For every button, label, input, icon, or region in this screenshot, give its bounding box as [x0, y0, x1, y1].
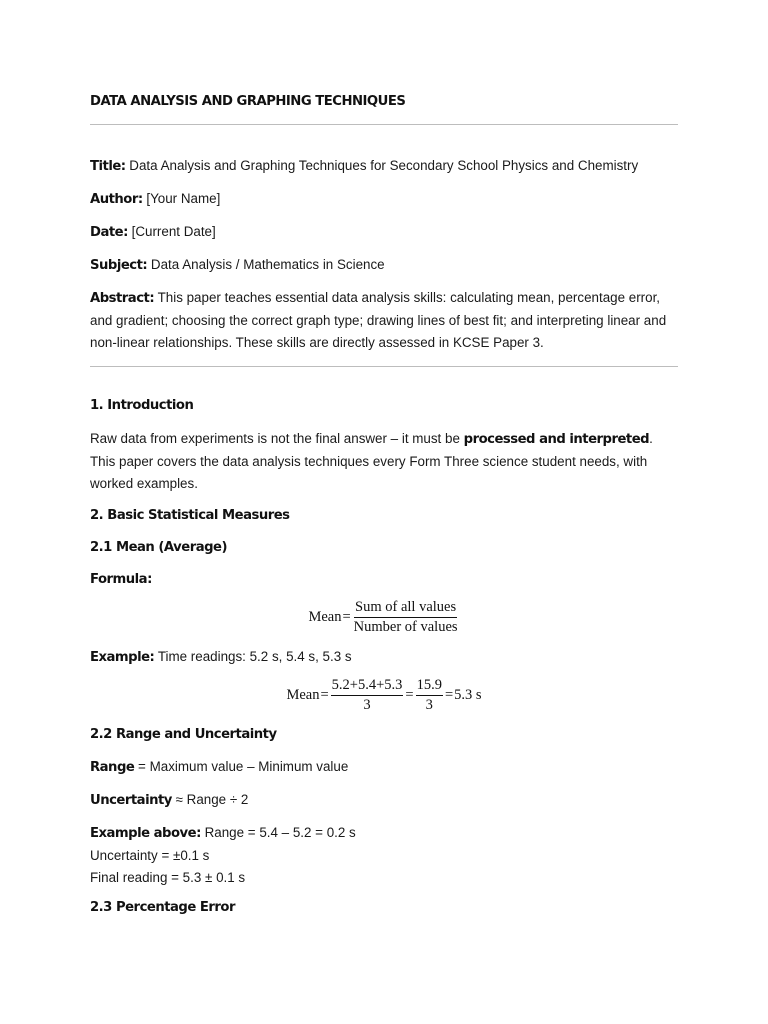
subsection-range-heading: 2.2 Range and Uncertainty	[90, 727, 277, 742]
document-title: DATA ANALYSIS AND GRAPHING TECHNIQUES	[90, 94, 406, 109]
final-reading-line: Final reading = 5.3 ± 0.1 s	[90, 870, 246, 885]
example-formula-fraction-2	[416, 677, 443, 714]
intro-text-emphasis: processed and interpreted	[463, 432, 650, 447]
meta-date-value: [Current Date]	[131, 224, 216, 239]
meta-subject-value: Data Analysis / Mathematics in Science	[150, 257, 385, 272]
meta-author-value: [Your Name]	[146, 191, 221, 206]
mean-formula-fraction	[353, 599, 459, 636]
document-content	[90, 93, 678, 917]
intro-text-start: Raw data from experiments is not the final answer – it must be	[90, 431, 464, 446]
subsection-percentage-error-heading: 2.3 Percentage Error	[90, 900, 235, 915]
meta-date-label: Date:	[90, 225, 128, 240]
range-definition-line	[90, 756, 678, 779]
example-formula-numerator-2: 15.9	[416, 677, 443, 696]
section-statistics-heading: 2. Basic Statistical Measures	[90, 508, 290, 523]
abstract-paragraph	[90, 287, 678, 354]
meta-date-line	[90, 221, 678, 244]
introduction-paragraph	[90, 428, 678, 495]
intro-text-end: . This paper covers the data analysis techniques every Form Three science student needs, with worked examples.	[90, 431, 653, 491]
mean-example-text: Time readings: 5.2 s, 5.4 s, 5.3 s	[157, 649, 352, 664]
meta-title-line	[90, 155, 678, 178]
example-formula-numerator-1: 5.2+5.4+5.3	[331, 677, 404, 696]
section-introduction-heading: 1. Introduction	[90, 398, 194, 413]
mean-example-line	[90, 646, 678, 669]
meta-author-label: Author:	[90, 192, 143, 207]
mean-example-label: Example:	[90, 650, 155, 665]
subsection-mean-heading: 2.1 Mean (Average)	[90, 540, 228, 555]
example-formula-result: 5.3 s	[454, 687, 482, 703]
meta-subject-label: Subject:	[90, 258, 148, 273]
uncertainty-value-line: Uncertainty = ±0.1 s	[90, 848, 210, 863]
meta-divider	[90, 366, 678, 367]
example-formula-equals-3: =	[444, 687, 454, 703]
uncertainty-definition-line	[90, 789, 678, 812]
meta-title-value: Data Analysis and Graphing Techniques for Secondary School Physics and Chemistry	[129, 158, 639, 173]
example-above-line	[90, 822, 678, 845]
uncertainty-label: Uncertainty	[90, 793, 172, 808]
example-formula-equals-2: =	[405, 687, 414, 703]
meta-subject-line	[90, 254, 678, 277]
mean-formula-numerator: Sum of all values	[354, 599, 457, 618]
range-text: = Maximum value – Minimum value	[134, 759, 349, 774]
meta-title-label: Title:	[90, 159, 126, 174]
example-formula-equals-1: =	[320, 687, 329, 703]
range-label: Range	[90, 760, 135, 775]
formula-label: Formula:	[90, 572, 152, 587]
mean-formula-equals: =	[342, 609, 351, 625]
example-formula-fraction-1	[331, 677, 404, 714]
abstract-label: Abstract:	[90, 291, 155, 306]
meta-author-line	[90, 188, 678, 211]
example-formula-denominator-2: 3	[425, 697, 433, 713]
example-formula-denominator-1: 3	[363, 697, 371, 713]
mean-formula-lhs: Mean	[308, 609, 342, 625]
abstract-text: This paper teaches essential data analysis skills: calculating mean, percentage error, and gradient; choosing the correct graph type; drawing lines of best fit; and interpreting linear and non-linear relationships. These skills are directly assessed in KCSE Paper 3.	[90, 290, 667, 350]
mean-example-formula	[90, 677, 678, 714]
uncertainty-text: ≈ Range ÷ 2	[171, 792, 249, 807]
example-above-text: Range = 5.4 – 5.2 = 0.2 s	[200, 825, 356, 840]
mean-formula	[90, 599, 678, 636]
title-divider	[90, 124, 678, 125]
mean-formula-denominator: Number of values	[353, 619, 458, 635]
example-above-label: Example above:	[90, 826, 201, 841]
example-formula-lhs: Mean	[286, 687, 320, 703]
